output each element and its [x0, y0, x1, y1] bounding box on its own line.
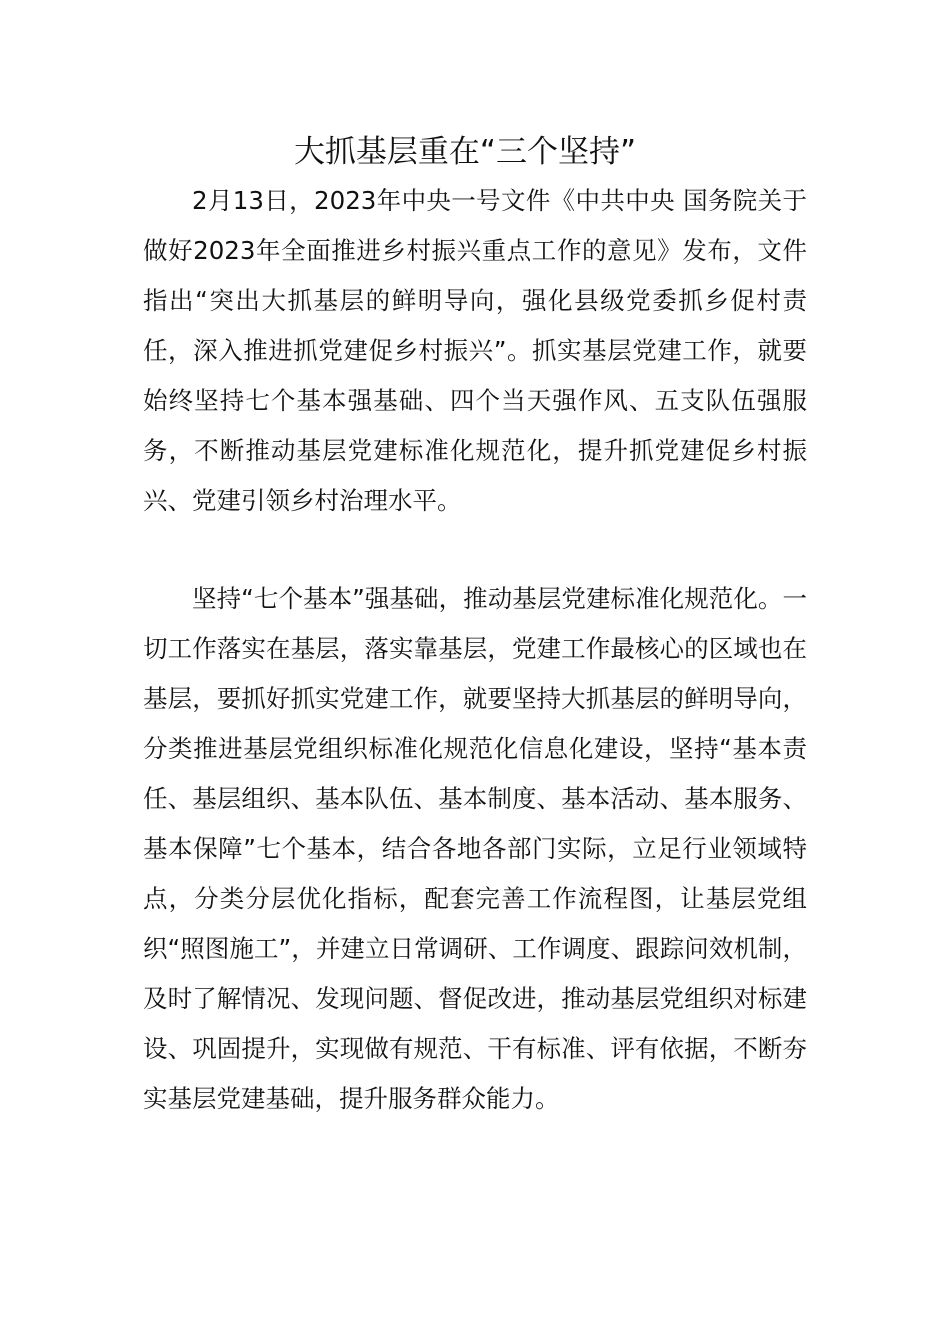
- paragraph-2: 坚持“七个基本”强基础，推动基层党建标准化规范化。一切工作落实在基层，落实靠基层，党建工作最核心的区域也在基层，要抓好抓实党建工作，就要坚持大抓基层的鲜明导向，分类推进基层党组织标准化规范化信息化建设，坚持“基本责任、基层组织、基本队伍、基本制度、基本活动、基本服务、基本保障”七个基本，结合各地各部门实际，立足行业领域特点，分类分层优化指标，配套完善工作流程图，让基层党组织“照图施工”，并建立日常调研、工作调度、跟踪问效机制，及时了解情况、发现问题、督促改进，推动基层党组织对标建设、巩固提升，实现做有规范、干有标准、评有依据，不断夯实基层党建基础，提升服务群众能力。: [143, 584, 807, 1113]
- paragraph-2-container: [143, 574, 807, 1124]
- paragraph-1-container: [143, 176, 807, 526]
- document-title: 大抓基层重在“三个坚持”: [293, 134, 637, 170]
- paragraph-1: 2月13日，2023年中央一号文件《中共中央 国务院关于做好2023年全面推进乡村振兴重点工作的意见》发布，文件指出“突出大抓基层的鲜明导向，强化县级党委抓乡促村责任，深入推进抓党建促乡村振兴”。抓实基层党建工作，就要始终坚持七个基本强基础、四个当天强作风、五支队伍强服务，不断推动基层党建标准化规范化，提升抓党建促乡村振兴、党建引领乡村治理水平。: [143, 186, 807, 515]
